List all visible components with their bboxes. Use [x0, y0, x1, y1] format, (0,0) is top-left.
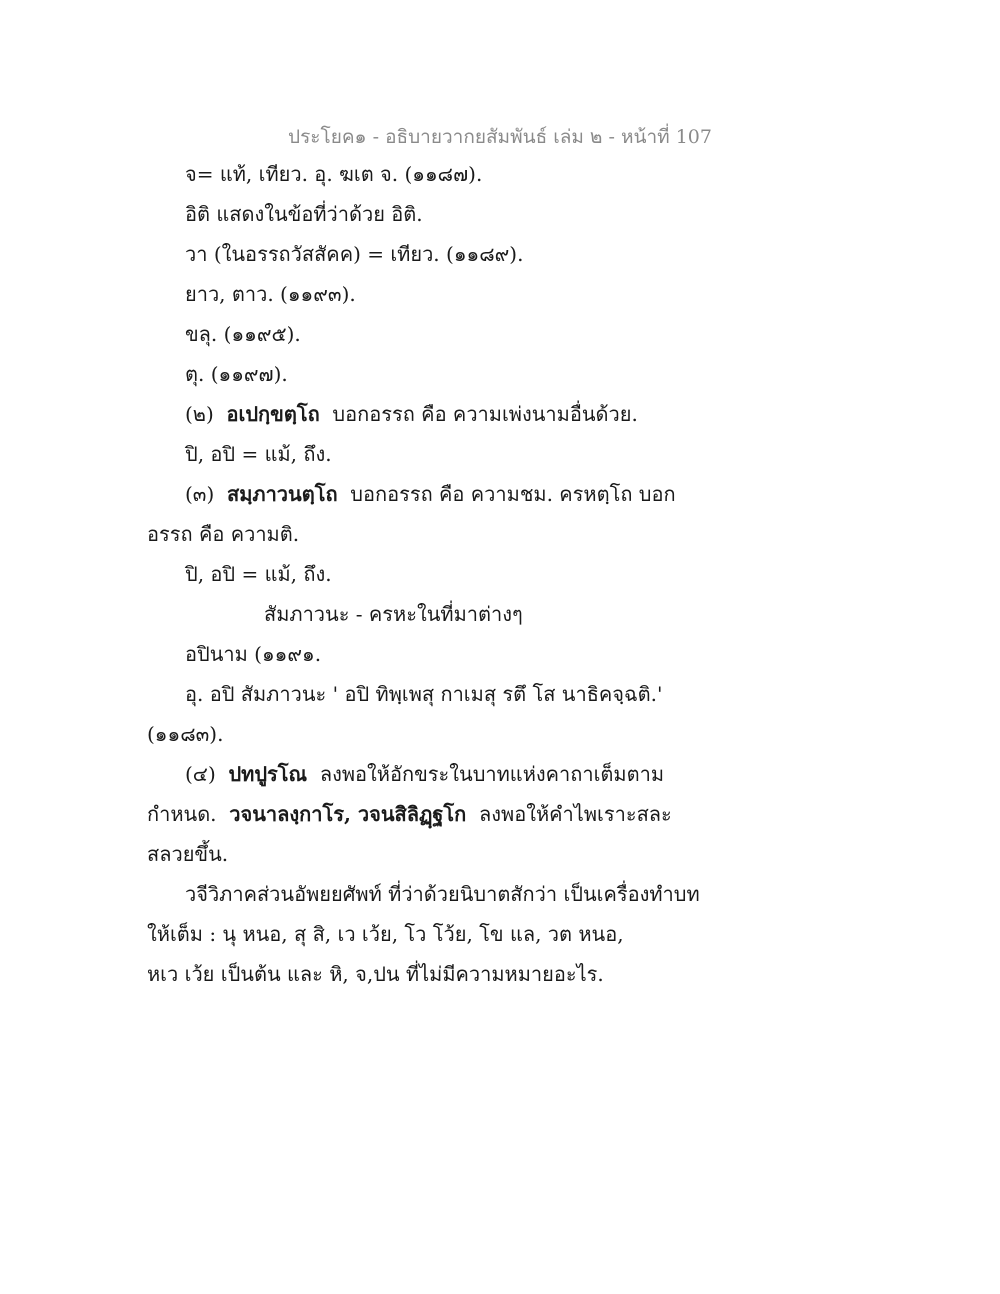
term-definition: ลงพอให้อักขระในบาทแห่งคาถาเต็มตาม	[319, 762, 665, 786]
term-bold: สมฺภาวนตฺโถ	[227, 482, 338, 506]
text-line	[185, 400, 638, 428]
text-line: หเว เว้ย เป็นต้น และ หิ, จ,ปน ที่ไม่มีความหมายอะไร.	[147, 962, 604, 986]
text-line: ยาว, ตาว. (๑๑๙๓).	[185, 282, 356, 306]
text-line: จ= แท้, เทียว. อุ. ฆเต จ. (๑๑๘๗).	[185, 162, 483, 186]
text-line: อุ. อปิ สัมภาวนะ ' อปิ ทิพฺเพสุ กาเมสุ รตึ โส นาธิคจฺฉติ.'	[185, 682, 663, 706]
text-line: ปิ, อปิ = แม้, ถึง.	[185, 562, 332, 586]
text-line: วจีวิภาคส่วนอัพยยศัพท์ ที่ว่าด้วยนิบาตสักว่า เป็นเครื่องทำบท	[185, 882, 700, 906]
text-line	[185, 480, 676, 508]
text-line: อปินาม (๑๑๙๑.	[185, 642, 322, 666]
text-line	[147, 800, 672, 828]
text-segment: กำหนด.	[147, 802, 217, 826]
term-definition: ลงพอให้คำไพเราะสละ	[479, 802, 672, 826]
text-line: ขลุ. (๑๑๙๕).	[185, 322, 301, 346]
item-number: (๒)	[185, 402, 214, 426]
term-definition: บอกอรรถ คือ ความเพ่งนามอื่นด้วย.	[332, 402, 638, 426]
page-header: ประโยค๑ - อธิบายวากยสัมพันธ์ เล่ม ๒ - หน้าที่ 107	[288, 126, 712, 148]
term-bold: อเปกฺขตฺโถ	[226, 402, 320, 426]
term-bold: ปทปูรโณ	[228, 762, 308, 786]
text-line: สลวยขึ้น.	[147, 842, 229, 866]
term-definition: บอกอรรถ คือ ความชม. ครหตฺโถ บอก	[350, 482, 676, 506]
text-line: ตุ. (๑๑๙๗).	[185, 362, 288, 386]
text-line: อิติ แสดงในข้อที่ว่าด้วย อิติ.	[185, 202, 423, 226]
term-bold: วจนาลงฺกาโร, วจนสิลิฏฺฐโก	[229, 802, 467, 826]
text-line: อรรถ คือ ความติ.	[147, 522, 300, 546]
text-line: วา (ในอรรถวัสสัคค) = เทียว. (๑๑๘๙).	[185, 242, 524, 266]
item-number: (๓)	[185, 482, 215, 506]
text-line: ปิ, อปิ = แม้, ถึง.	[185, 442, 332, 466]
text-line: สัมภาวนะ - ครหะในที่มาต่างๆ	[264, 602, 523, 626]
text-line: (๑๑๘๓).	[147, 722, 224, 746]
text-line: ให้เต็ม : นุ หนอ, สุ สิ, เว เว้ย, โว โว้ย, โข แล, วต หนอ,	[147, 922, 624, 946]
item-number: (๔)	[185, 762, 216, 786]
text-line	[185, 760, 664, 788]
